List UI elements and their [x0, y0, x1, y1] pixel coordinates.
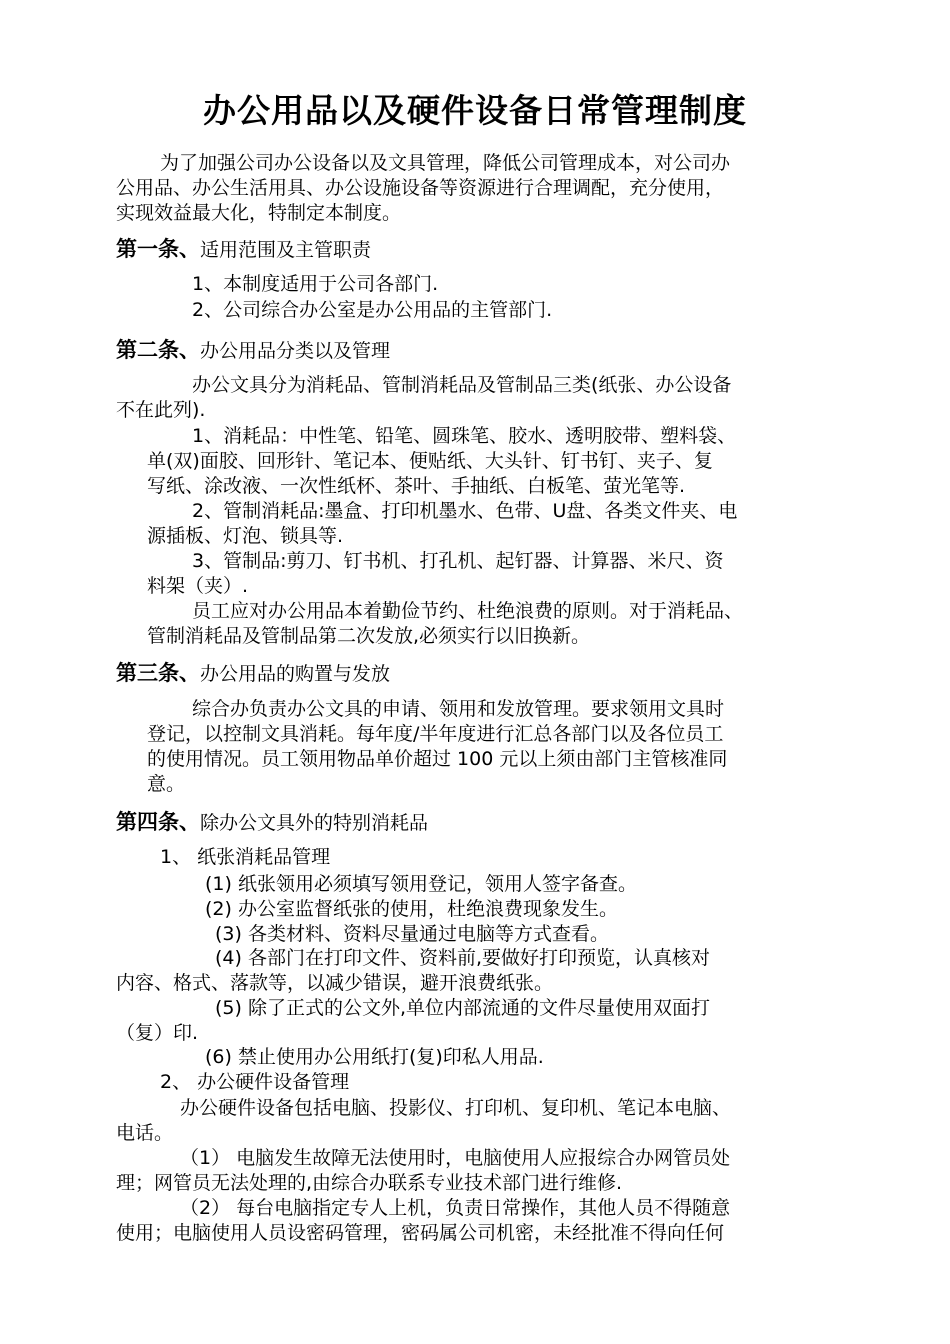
article-4-line: (4) 各部门在打印文件、资料前,要做好打印预览，认真核对: [215, 947, 710, 969]
article-2-line: 2、管制消耗品:墨盒、打印机墨水、色带、U盘、各类文件夹、电: [192, 500, 738, 522]
article-4-line: (6) 禁止使用办公用纸打(复)印私人用品.: [205, 1046, 544, 1068]
article-title: 除办公文具外的特别消耗品: [200, 812, 429, 834]
article-title: 办公用品的购置与发放: [200, 663, 391, 685]
article-4-line: 内容、格式、落款等，以减少错误，避开浪费纸张。: [116, 972, 554, 994]
article-label: 第二条、: [116, 338, 200, 362]
document-title: 办公用品以及硬件设备日常管理制度: [203, 91, 747, 130]
article-title: 办公用品分类以及管理: [200, 340, 391, 362]
article-4-line: (1) 纸张领用必须填写领用登记，领用人签字备查。: [205, 873, 637, 895]
article-title: 适用范围及主管职责: [200, 239, 372, 261]
article-2-line: 写纸、涂改液、一次性纸杯、茶叶、手抽纸、白板笔、萤光笔等.: [147, 475, 686, 497]
article-2-heading: [116, 336, 390, 365]
article-2-line: 管制消耗品及管制品第二次发放,必须实行以旧换新。: [147, 625, 591, 647]
article-4-line: （复）印.: [116, 1022, 199, 1044]
article-3-heading: [116, 659, 390, 688]
article-2-line: 1、消耗品：中性笔、铅笔、圆珠笔、胶水、透明胶带、塑料袋、: [192, 425, 737, 447]
article-2-line: 不在此列).: [116, 399, 206, 421]
article-label: 第四条、: [116, 810, 200, 834]
article-label: 第三条、: [116, 661, 200, 685]
article-4-line: (3) 各类材料、资料尽量通过电脑等方式查看。: [215, 923, 609, 945]
article-3-line: 登记，以控制文具消耗。每年度/半年度进行汇总各部门以及各位员工: [147, 723, 724, 745]
article-4-line: (2) 办公室监督纸张的使用，杜绝浪费现象发生。: [205, 898, 618, 920]
article-3-line: 意。: [147, 773, 186, 795]
intro-line: 实现效益最大化，特制定本制度。: [116, 202, 402, 224]
article-2-line: 单(双)面胶、回形针、笔记本、便贴纸、大头针、钉书钉、夹子、复: [147, 450, 713, 472]
article-2-line: 3、管制品:剪刀、钉书机、打孔机、起钉器、计算器、米尺、资: [192, 550, 724, 572]
article-3-line: 的使用情况。员工领用物品单价超过 100 元以上须由部门主管核准同: [147, 748, 728, 770]
intro-line: 为了加强公司办公设备以及文具管理，降低公司管理成本，对公司办: [160, 152, 731, 174]
article-2-line: 员工应对办公用品本着勤俭节约、杜绝浪费的原则。对于消耗品、: [192, 600, 744, 622]
article-4-line: (5) 除了正式的公文外,单位内部流通的文件尽量使用双面打: [215, 997, 710, 1019]
article-4-line: 使用；电脑使用人员设密码管理，密码属公司机密，未经批准不得向任何: [116, 1222, 725, 1244]
article-4-line: 1、 纸张消耗品管理: [160, 846, 331, 868]
article-4-heading: [116, 808, 428, 837]
intro-line: 公用品、办公生活用具、办公设施设备等资源进行合理调配，充分使用，: [116, 177, 725, 199]
article-4-line: （2） 每台电脑指定专人上机，负责日常操作，其他人员不得随意: [180, 1197, 731, 1219]
article-2-line: 办公文具分为消耗品、管制消耗品及管制品三类(纸张、办公设备: [192, 374, 732, 396]
article-4-line: （1） 电脑发生故障无法使用时，电脑使用人应报综合办网管员处: [180, 1147, 731, 1169]
article-3-line: 综合办负责办公文具的申请、领用和发放管理。要求领用文具时: [192, 698, 725, 720]
article-2-line: 料架（夹）.: [147, 575, 249, 597]
article-4-line: 理；网管员无法处理的,由综合办联系专业技术部门进行维修.: [116, 1172, 623, 1194]
article-4-line: 2、 办公硬件设备管理: [160, 1071, 350, 1093]
article-1-line: 1、本制度适用于公司各部门.: [192, 273, 439, 295]
article-1-line: 2、公司综合办公室是办公用品的主管部门.: [192, 299, 553, 321]
article-2-line: 源插板、灯泡、锁具等.: [147, 525, 344, 547]
article-4-line: 电话。: [116, 1122, 174, 1144]
article-4-line: 办公硬件设备包括电脑、投影仪、打印机、复印机、笔记本电脑、: [180, 1097, 732, 1119]
article-label: 第一条、: [116, 237, 200, 261]
article-1-heading: [116, 235, 371, 264]
